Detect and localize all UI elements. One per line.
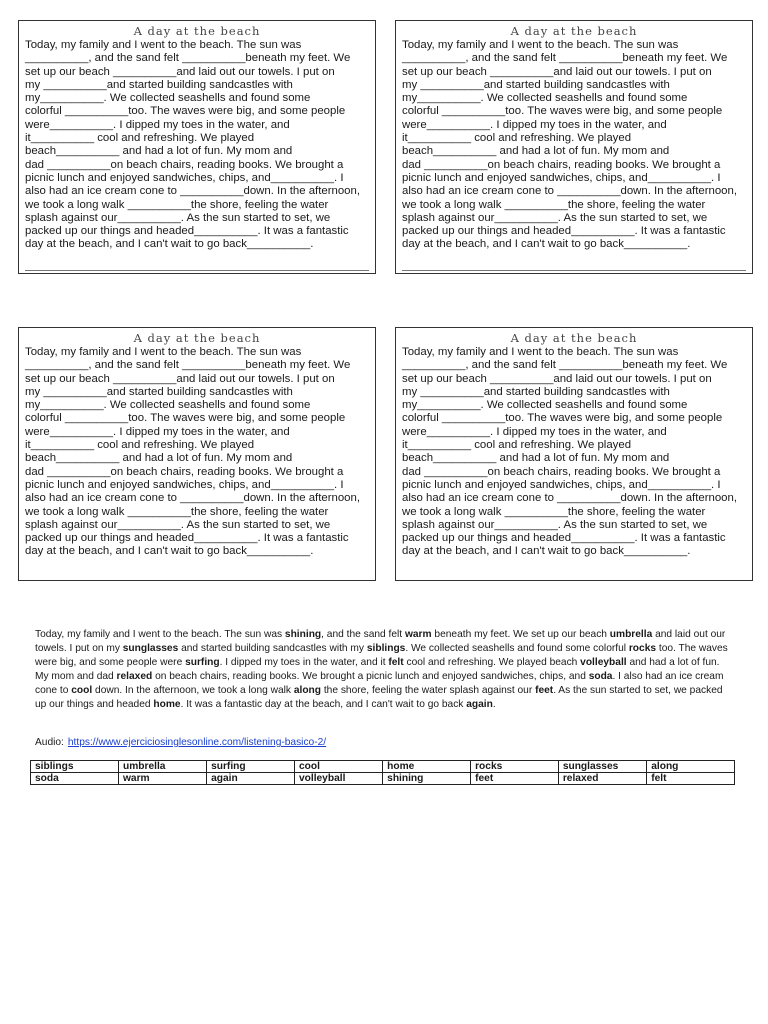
worksheet-line: picnic lunch and enjoyed sandwiches, chips, and__________. I <box>402 171 721 184</box>
answer-word: feet <box>535 684 554 696</box>
worksheet-line: picnic lunch and enjoyed sandwiches, chips, and__________. I <box>25 478 344 491</box>
worksheet-line: were__________. I dipped my toes in the water, and <box>402 425 667 438</box>
answer-text: . It was a fantastic day at the beach, and I can't wait to go back <box>180 698 467 710</box>
answer-word: along <box>293 684 321 696</box>
answer-text: , and the sand felt <box>321 629 405 640</box>
card-divider <box>25 270 369 271</box>
worksheet-line: my __________and started building sandcastles with <box>402 385 670 398</box>
answer-text: and had a lot of fun. My mom and dad <box>35 656 720 682</box>
worksheet-line: splash against our__________. As the sun started to set, we <box>402 518 708 531</box>
worksheet-title: A day at the beach <box>133 331 261 345</box>
answer-text: down. In the afternoon, we took a long walk <box>92 684 294 696</box>
worksheet-line: my __________and started building sandcastles with <box>25 78 293 91</box>
worksheet-line: picnic lunch and enjoyed sandwiches, chips, and__________. I <box>402 478 721 491</box>
worksheet-line: dad __________on beach chairs, reading books. We brought a <box>25 465 344 478</box>
worksheet-line: splash against our__________. As the sun started to set, we <box>25 211 331 224</box>
word-bank-row <box>31 773 735 785</box>
answer-text: the shore, feeling the water splash against our <box>321 684 536 696</box>
worksheet-line: we took a long walk __________the shore, feeling the water <box>25 505 329 518</box>
worksheet-line: were__________. I dipped my toes in the water, and <box>25 425 290 438</box>
answer-word: siblings <box>366 642 406 654</box>
answer-text: and laid out our towels. I put on my <box>35 629 726 654</box>
word-bank-cell: again <box>207 773 295 785</box>
word-bank-cell: home <box>383 761 471 773</box>
worksheet-line: my __________and started building sandcastles with <box>25 385 293 398</box>
answer-text: . I also had an ice cream cone to <box>35 670 724 696</box>
word-bank-cell: along <box>647 761 735 773</box>
worksheet-line: packed up our things and headed__________. It was a fantastic <box>25 532 349 545</box>
answer-word: shining <box>284 629 322 640</box>
card-divider <box>402 270 746 271</box>
word-bank-cell: cool <box>294 761 382 773</box>
answer-word: home <box>153 698 181 710</box>
answer-word: cool <box>71 684 93 696</box>
worksheet-title: A day at the beach <box>510 331 638 345</box>
word-bank-cell: umbrella <box>118 761 206 773</box>
answer-word: sunglasses <box>122 642 179 654</box>
worksheet-title: A day at the beach <box>133 24 261 38</box>
worksheet-line: we took a long walk __________the shore, feeling the water <box>25 198 329 211</box>
answer-word: surfing <box>185 656 220 668</box>
audio-label: Audio: <box>35 737 64 748</box>
word-bank-cell: surfing <box>207 761 295 773</box>
answer-text: . I dipped my toes in the water, and it <box>219 656 389 668</box>
worksheet-card-2 <box>395 20 753 274</box>
answer-text: on beach chairs, reading books. We brought a picnic lunch and enjoyed sandwiches, chips, and <box>152 670 589 682</box>
worksheet-line: __________, and the sand felt __________beneath my feet. We <box>25 359 351 372</box>
word-bank-cell: feet <box>471 773 559 785</box>
word-bank-cell: felt <box>647 773 735 785</box>
worksheet-line: beach__________ and had a lot of fun. My mom and <box>402 452 670 465</box>
worksheet-line: we took a long walk __________the shore, feeling the water <box>402 505 706 518</box>
word-bank-cell: sunglasses <box>558 761 646 773</box>
answer-text: beneath my feet. We set up our beach <box>431 629 610 640</box>
word-bank-cell: siblings <box>31 761 119 773</box>
worksheet-line: we took a long walk __________the shore, feeling the water <box>402 198 706 211</box>
answer-text: too. The waves were big, and some people were <box>35 642 728 668</box>
worksheet-line: set up our beach __________and laid out our towels. I put on <box>402 65 712 78</box>
word-bank-cell: rocks <box>471 761 559 773</box>
worksheet-line: colorful __________too. The waves were big, and some people <box>25 412 346 425</box>
worksheet-line: also had an ice cream cone to __________down. In the afternoon, <box>402 492 738 505</box>
worksheet-line: __________, and the sand felt __________beneath my feet. We <box>25 52 351 65</box>
answer-word: again <box>466 698 493 710</box>
worksheet-line: were__________. I dipped my toes in the water, and <box>25 118 290 131</box>
worksheet-line: set up our beach __________and laid out our towels. I put on <box>25 65 335 78</box>
worksheet-line: Today, my family and I went to the beach. The sun was <box>402 346 679 358</box>
worksheet-line: packed up our things and headed__________. It was a fantastic <box>25 225 349 238</box>
answer-text: . We collected seashells and found some colorful <box>405 642 629 654</box>
answer-word: rocks <box>628 642 657 654</box>
audio-link[interactable]: https://www.ejerciciosinglesonline.com/listening-basico-2/ <box>67 737 327 748</box>
answer-text: . <box>492 698 496 710</box>
worksheet-line: colorful __________too. The waves were big, and some people <box>402 412 723 425</box>
worksheet-line: also had an ice cream cone to __________down. In the afternoon, <box>402 185 738 198</box>
worksheet-line: it__________ cool and refreshing. We played <box>402 132 632 145</box>
worksheet-title: A day at the beach <box>510 24 638 38</box>
answer-text: and started building sandcastles with my <box>178 642 367 654</box>
worksheet-line: it__________ cool and refreshing. We played <box>25 132 255 145</box>
worksheet-card-3 <box>18 327 376 581</box>
worksheet-line: were__________. I dipped my toes in the water, and <box>402 118 667 131</box>
answer-key-paragraph <box>35 628 735 711</box>
worksheet-line: set up our beach __________and laid out our towels. I put on <box>25 372 335 385</box>
worksheet-line: also had an ice cream cone to __________down. In the afternoon, <box>25 492 361 505</box>
worksheet-line: my __________and started building sandcastles with <box>402 78 670 91</box>
worksheet-line: beach__________ and had a lot of fun. My mom and <box>402 145 670 158</box>
worksheet-line: day at the beach, and I can't wait to go back__________. <box>25 238 314 251</box>
worksheet-line: picnic lunch and enjoyed sandwiches, chips, and__________. I <box>25 171 344 184</box>
worksheet-line: colorful __________too. The waves were big, and some people <box>402 105 723 118</box>
worksheet-line: day at the beach, and I can't wait to go back__________. <box>402 545 691 558</box>
worksheet-line: my__________. We collected seashells and found some <box>402 399 688 412</box>
answer-word: soda <box>588 670 613 682</box>
word-bank-cell: warm <box>118 773 206 785</box>
worksheet-line: __________, and the sand felt __________beneath my feet. We <box>402 52 728 65</box>
answer-text: cool and refreshing. We played beach <box>403 656 581 668</box>
answer-word: umbrella <box>609 629 653 640</box>
worksheet-line: packed up our things and headed__________. It was a fantastic <box>402 225 726 238</box>
worksheet-line: my__________. We collected seashells and found some <box>402 92 688 105</box>
worksheet-line: dad __________on beach chairs, reading books. We brought a <box>25 158 344 171</box>
answer-word: felt <box>388 656 404 668</box>
worksheet-line: splash against our__________. As the sun started to set, we <box>25 518 331 531</box>
worksheet-line: it__________ cool and refreshing. We played <box>402 439 632 452</box>
answer-word: volleyball <box>580 656 627 668</box>
worksheet-line: Today, my family and I went to the beach. The sun was <box>25 39 302 51</box>
audio-line <box>35 737 326 748</box>
answer-text: Today, my family and I went to the beach. The sun was <box>35 629 285 640</box>
worksheet-line: dad __________on beach chairs, reading books. We brought a <box>402 158 721 171</box>
worksheet-line: day at the beach, and I can't wait to go back__________. <box>25 545 314 558</box>
answer-word: warm <box>404 629 432 640</box>
word-bank-cell: volleyball <box>294 773 382 785</box>
word-bank-cell: soda <box>31 773 119 785</box>
word-bank-table <box>30 760 735 785</box>
worksheet-line: set up our beach __________and laid out our towels. I put on <box>402 372 712 385</box>
worksheet-card-4 <box>395 327 753 581</box>
word-bank-cell: shining <box>383 773 471 785</box>
worksheet-line: dad __________on beach chairs, reading books. We brought a <box>402 465 721 478</box>
answer-text: . As the sun started to set, we packed up our things and headed <box>35 684 723 710</box>
worksheet-line: day at the beach, and I can't wait to go back__________. <box>402 238 691 251</box>
word-bank-row <box>31 761 735 773</box>
worksheet-line: Today, my family and I went to the beach. The sun was <box>25 346 302 358</box>
answer-word: relaxed <box>116 670 153 682</box>
worksheet-line: it__________ cool and refreshing. We played <box>25 439 255 452</box>
word-bank-cell: relaxed <box>558 773 646 785</box>
worksheet-line: also had an ice cream cone to __________down. In the afternoon, <box>25 185 361 198</box>
worksheet-line: Today, my family and I went to the beach. The sun was <box>402 39 679 51</box>
worksheet-line: my__________. We collected seashells and found some <box>25 92 311 105</box>
worksheet-line: __________, and the sand felt __________beneath my feet. We <box>402 359 728 372</box>
worksheet-line: splash against our__________. As the sun started to set, we <box>402 211 708 224</box>
worksheet-line: beach__________ and had a lot of fun. My mom and <box>25 452 293 465</box>
worksheet-line: colorful __________too. The waves were big, and some people <box>25 105 346 118</box>
worksheet-card-1 <box>18 20 376 274</box>
worksheet-line: beach__________ and had a lot of fun. My mom and <box>25 145 293 158</box>
worksheet-line: packed up our things and headed__________. It was a fantastic <box>402 532 726 545</box>
worksheet-line: my__________. We collected seashells and found some <box>25 399 311 412</box>
